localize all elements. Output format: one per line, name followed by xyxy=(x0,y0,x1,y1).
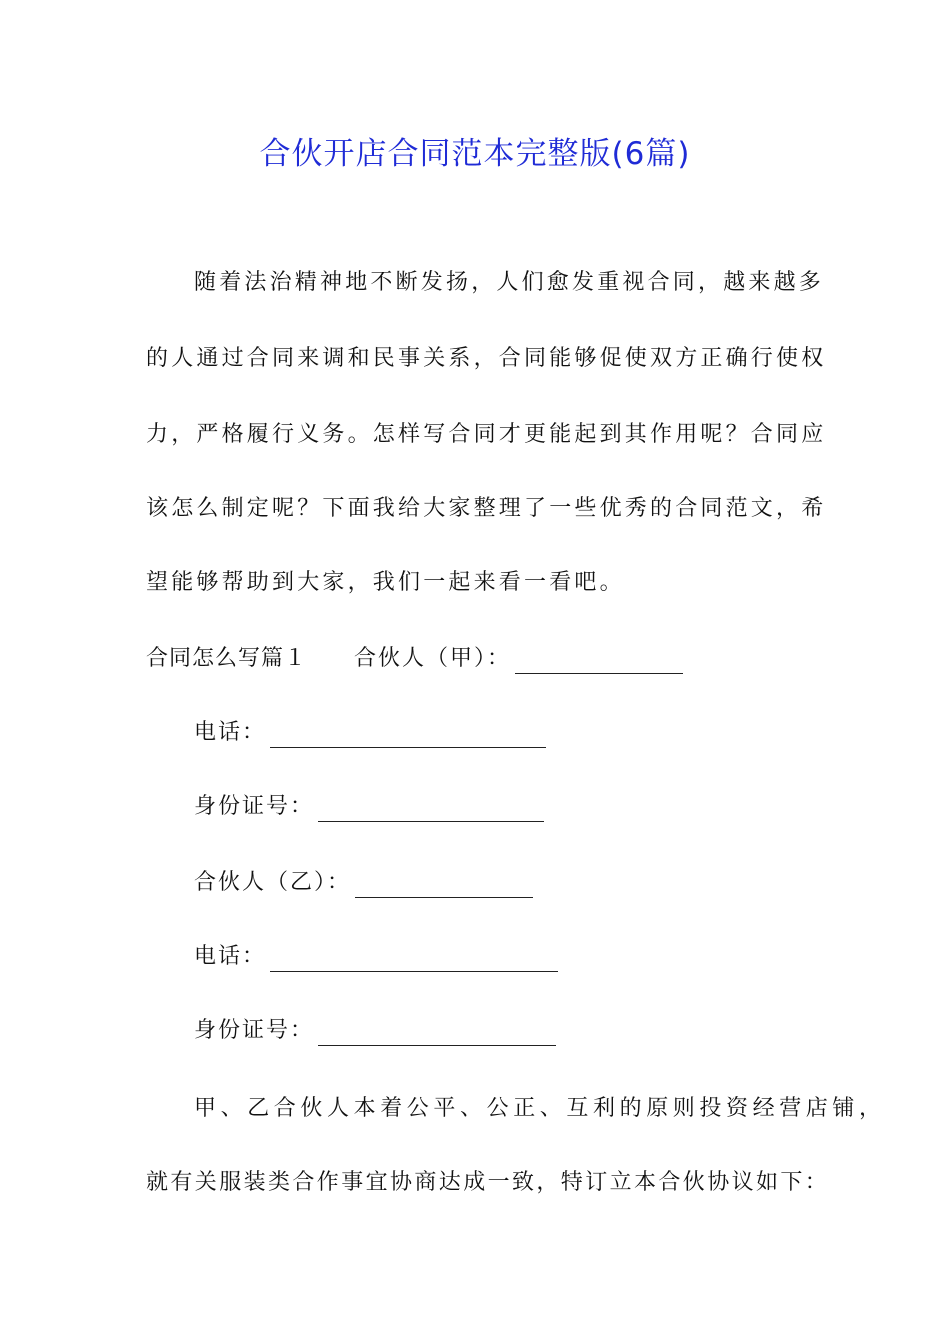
party-b-field xyxy=(194,868,533,898)
party-a-label: 合伙人（甲）： xyxy=(354,646,512,671)
id-a-label: 身份证号： xyxy=(194,794,315,819)
phone-b-blank xyxy=(270,949,558,972)
intro-line-3: 力，严格履行义务。怎样写合同才更能起到其作用呢？合同应 xyxy=(146,422,827,447)
section-heading: 合同怎么写篇１ xyxy=(146,646,308,671)
id-b-label: 身份证号： xyxy=(194,1018,315,1043)
document-title: 合伙开店合同范本完整版(6篇) xyxy=(259,136,691,172)
party-b-blank xyxy=(355,875,533,898)
party-a-field xyxy=(354,644,683,674)
phone-b-field xyxy=(194,942,558,972)
intro-line-4: 该怎么制定呢？下面我给大家整理了一些优秀的合同范文，希 xyxy=(146,496,827,521)
id-b-field xyxy=(194,1016,556,1046)
body-line-1: 甲、乙合伙人本着公平、公正、互利的原则投资经营店铺， xyxy=(194,1096,886,1121)
phone-b-label: 电话： xyxy=(194,944,267,969)
id-a-field xyxy=(194,792,544,822)
party-a-blank xyxy=(515,651,683,674)
intro-line-1: 随着法治精神地不断发扬，人们愈发重视合同，越来越多 xyxy=(194,270,825,295)
body-line-2: 就有关服装类合作事宜协商达成一致，特订立本合伙协议如下： xyxy=(146,1170,830,1195)
phone-a-label: 电话： xyxy=(194,720,267,745)
id-a-blank xyxy=(318,799,544,822)
id-b-blank xyxy=(318,1023,556,1046)
party-b-label: 合伙人（乙）： xyxy=(194,870,352,895)
phone-a-field xyxy=(194,718,546,748)
intro-line-5: 望能够帮助到大家，我们一起来看一看吧。 xyxy=(146,570,625,595)
intro-line-2: 的人通过合同来调和民事关系，合同能够促使双方正确行使权 xyxy=(146,346,827,371)
phone-a-blank xyxy=(270,725,546,748)
